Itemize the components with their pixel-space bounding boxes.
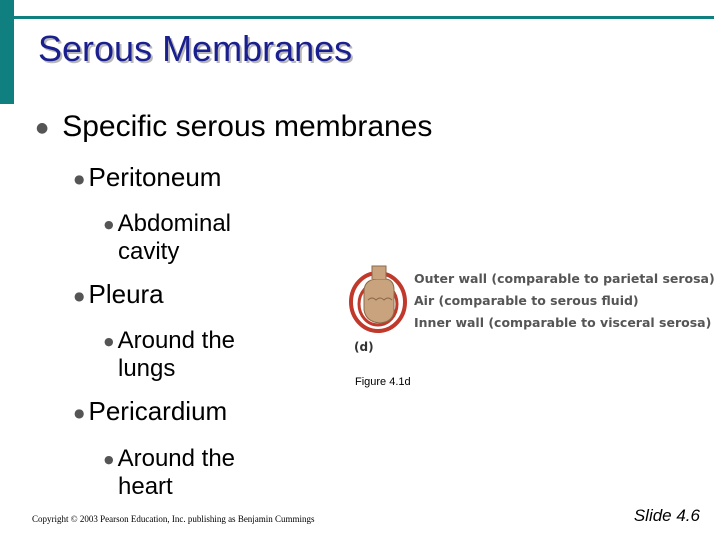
bullet-dot-icon: ●: [74, 172, 85, 187]
label-air: Air (comparable to serous fluid): [414, 293, 639, 308]
wrist: [372, 266, 386, 279]
fist-in-balloon-illustration: [346, 262, 416, 342]
bullet-pleura: [74, 279, 164, 310]
sub-bullet-line1: Around the: [117, 327, 236, 354]
sub-bullet-line2: cavity: [118, 238, 180, 266]
fist-shape: [364, 279, 394, 323]
bullet-dot-icon: ●: [36, 120, 49, 137]
slide-number: Slide 4.6: [633, 506, 700, 525]
sub-bullet-pleura: [104, 327, 235, 382]
bullet-dot-icon: ●: [74, 289, 85, 304]
accent-bar-left: [0, 0, 14, 104]
bullet-dot-icon: ●: [104, 218, 114, 232]
bullet-text: Pleura: [88, 279, 164, 309]
figure-labels: [414, 268, 715, 334]
sub-bullet-peritoneum: [104, 210, 231, 265]
slide-title: Serous Membranes: [38, 28, 353, 69]
bullet-text: Peritoneum: [88, 162, 222, 192]
figure-caption: Figure 4.1d: [355, 376, 411, 388]
bullet-dot-icon: ●: [104, 453, 114, 467]
sub-bullet-line2: heart: [118, 473, 173, 501]
bullet-text: Pericardium: [88, 396, 228, 426]
bullet-text: Specific serous membranes: [62, 110, 433, 143]
sub-bullet-line2: lungs: [118, 355, 176, 383]
figure-panel-label: (d): [354, 340, 374, 354]
sub-bullet-pericardium: [104, 445, 235, 500]
bullet-pericardium: [74, 396, 227, 427]
accent-rule-top: [14, 16, 714, 19]
bullet-dot-icon: ●: [74, 406, 85, 421]
label-outer-wall: Outer wall (comparable to parietal serosa): [414, 271, 715, 286]
bullet-peritoneum: [74, 162, 221, 193]
bullet-level1: [36, 110, 432, 144]
serosa-figure: [346, 262, 715, 362]
copyright-footer: Copyright © 2003 Pearson Education, Inc. publishing as Benjamin Cummings: [32, 514, 315, 524]
label-inner-wall: Inner wall (comparable to visceral serosa): [414, 315, 712, 330]
sub-bullet-line1: Abdominal: [117, 210, 232, 237]
sub-bullet-line1: Around the: [117, 445, 236, 472]
bullet-dot-icon: ●: [104, 335, 114, 349]
